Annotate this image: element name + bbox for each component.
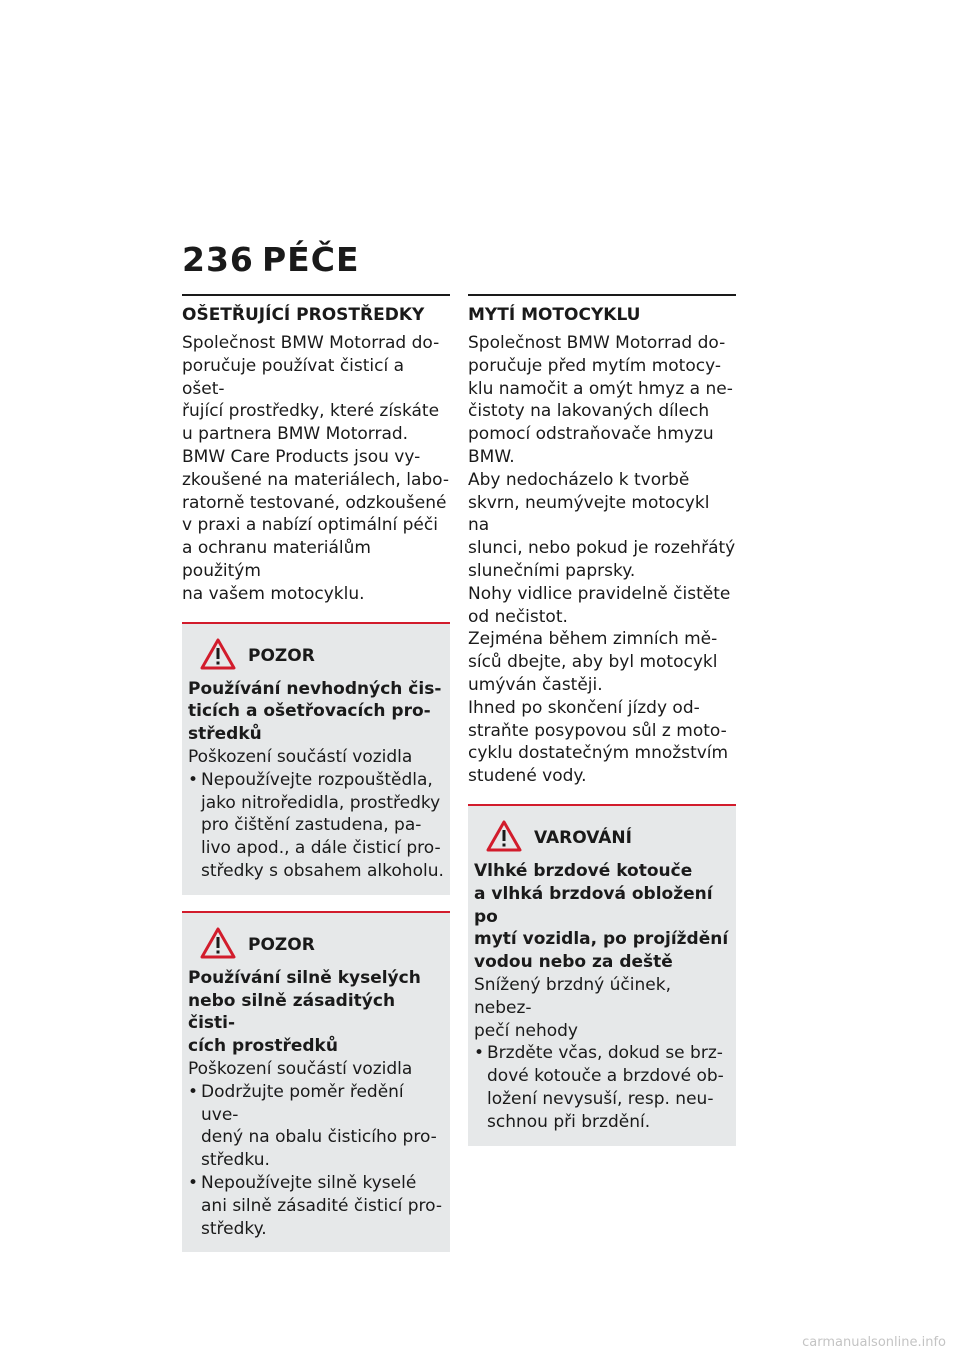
text-line: v praxi a nabízí optimální péči	[182, 515, 438, 536]
notice-box-wet-brakes	[468, 804, 736, 1146]
notice-box-unsuitable-cleaners	[182, 622, 450, 895]
bullet-mark: •	[188, 1172, 199, 1193]
text-line: umýván častěji.	[468, 674, 603, 695]
care-products-text	[182, 332, 450, 606]
section-title-care-products: OŠETŘUJÍCÍ PROSTŘEDKY	[182, 305, 425, 325]
text-line: pomocí odstraňovače hmyzu	[468, 424, 714, 445]
text-line: Aby nedocházelo k tvorbě	[468, 469, 690, 490]
notice-consequence: pečí nehody	[474, 1020, 578, 1041]
notice-consequence: Poškození součástí vozidla	[188, 1058, 413, 1079]
text-line: Brzděte včas, dokud se brz-	[487, 1043, 723, 1064]
notice-subtitle: Vlhké brzdové kotouče	[474, 860, 693, 881]
notice-subtitle: mytí vozidla, po projíždění	[474, 929, 729, 950]
text-line: dený na obalu čisticího pro-	[201, 1127, 437, 1148]
text-line: středky s obsahem alkoholu.	[201, 860, 444, 881]
text-line: Dodržujte poměr ředění uve-	[201, 1081, 404, 1125]
notice-subtitle: Používání nevhodných čis-	[188, 678, 442, 699]
text-line: na vašem motocyklu.	[182, 583, 365, 604]
text-line: Ihned po skončení jízdy od-	[468, 697, 700, 718]
text-line: čistoty na lakovaných dílech	[468, 401, 710, 422]
notice-box-acidic-alkaline-cleaners	[182, 911, 450, 1253]
text-line: studené vody.	[468, 766, 587, 787]
warning-triangle-icon	[200, 927, 236, 959]
text-line: u partnera BMW Motorrad.	[182, 424, 409, 445]
notice-subtitle: nebo silně zásaditých čisti-	[188, 990, 396, 1034]
text-line: řující prostředky, které získáte	[182, 401, 440, 422]
bullet-mark: •	[188, 1081, 199, 1102]
notice-subtitle: a vlhká brzdová obložení po	[474, 883, 713, 927]
notice-subtitle: ticích a ošetřovacích pro-	[188, 701, 431, 722]
text-line: klu namočit a omýt hmyz a ne-	[468, 378, 733, 399]
notice-consequence: Poškození součástí vozidla	[188, 746, 413, 767]
chapter-title: PÉČE	[262, 240, 360, 279]
text-line: Nohy vidlice pravidelně čistěte	[468, 583, 731, 604]
notice-header	[182, 927, 444, 959]
bullet-mark: •	[474, 1043, 485, 1064]
list-item	[188, 769, 444, 883]
text-line: Společnost BMW Motorrad do-	[468, 333, 726, 353]
notice-bullet-list	[188, 769, 444, 883]
notice-label: VAROVÁNÍ	[534, 827, 632, 848]
text-line: BMW.	[468, 446, 515, 467]
text-line: ratorně testované, odzkoušené	[182, 492, 447, 513]
list-item	[188, 1172, 444, 1240]
text-line: ložení nevysuší, resp. neu-	[487, 1088, 714, 1109]
text-line: poručuje používat čisticí a ošet-	[182, 355, 405, 399]
text-line: jako nitroředidla, prostředky	[201, 792, 441, 813]
text-line: skvrn, neumývejte motocykl na	[468, 492, 710, 536]
notice-label: POZOR	[248, 645, 315, 666]
section-title-washing: MYTÍ MOTOCYKLU	[468, 305, 641, 325]
text-line: a ochranu materiálům použitým	[182, 538, 371, 581]
text-line: od nečistot.	[468, 606, 568, 627]
bullet-mark: •	[188, 769, 199, 790]
text-line: dové kotouče a brzdové ob-	[487, 1066, 724, 1087]
notice-label: POZOR	[248, 934, 315, 955]
notice-subtitle: vodou nebo za deště	[474, 952, 673, 973]
text-line: Zejména během zimních mě-	[468, 629, 718, 650]
text-line: středku.	[201, 1150, 270, 1171]
text-line: cyklu dostatečným množstvím	[468, 743, 729, 764]
text-line: Nepoužívejte silně kyselé	[201, 1172, 417, 1193]
text-line: zkoušené na materiálech, labo-	[182, 469, 450, 490]
warning-triangle-icon	[200, 638, 236, 670]
text-line: slunci, nebo pokud je rozehřátý	[468, 538, 736, 559]
text-line: pro čištění zastudena, pa-	[201, 815, 422, 836]
notice-subtitle: středků	[188, 724, 262, 745]
section-divider	[468, 294, 736, 296]
notice-bullet-list	[188, 1081, 444, 1241]
text-line: poručuje před mytím motocy-	[468, 355, 721, 376]
text-line: Nepoužívejte rozpouštědla,	[201, 769, 433, 790]
text-line: schnou při brzdění.	[487, 1111, 651, 1132]
text-line: slunečními paprsky.	[468, 560, 636, 581]
text-line: síců dbejte, aby byl motocykl	[468, 652, 718, 673]
text-line: straňte posypovou sůl z moto-	[468, 720, 727, 741]
text-line: středky.	[201, 1218, 267, 1239]
watermark: carmanualsonline.info	[802, 1335, 946, 1350]
page-number: 236	[182, 240, 254, 279]
warning-triangle-icon	[486, 820, 522, 852]
notice-consequence: Snížený brzdný účinek, nebez-	[474, 974, 671, 1018]
section-divider	[182, 294, 450, 296]
text-line: ani silně zásadité čisticí pro-	[201, 1195, 442, 1216]
left-column	[182, 294, 450, 1252]
notice-bullet-list	[474, 1042, 730, 1133]
washing-text	[468, 332, 736, 788]
notice-subtitle: cích prostředků	[188, 1036, 338, 1057]
list-item	[188, 1081, 444, 1172]
text-line: BMW Care Products jsou vy-	[182, 446, 421, 467]
right-column	[468, 294, 736, 1146]
text-line: livo apod., a dále čisticí pro-	[201, 838, 441, 859]
list-item	[474, 1042, 730, 1133]
text-line: Společnost BMW Motorrad do-	[182, 333, 440, 353]
notice-header	[468, 820, 730, 852]
notice-subtitle: Používání silně kyselých	[188, 967, 421, 988]
page-header	[182, 240, 360, 279]
notice-header	[182, 638, 444, 670]
